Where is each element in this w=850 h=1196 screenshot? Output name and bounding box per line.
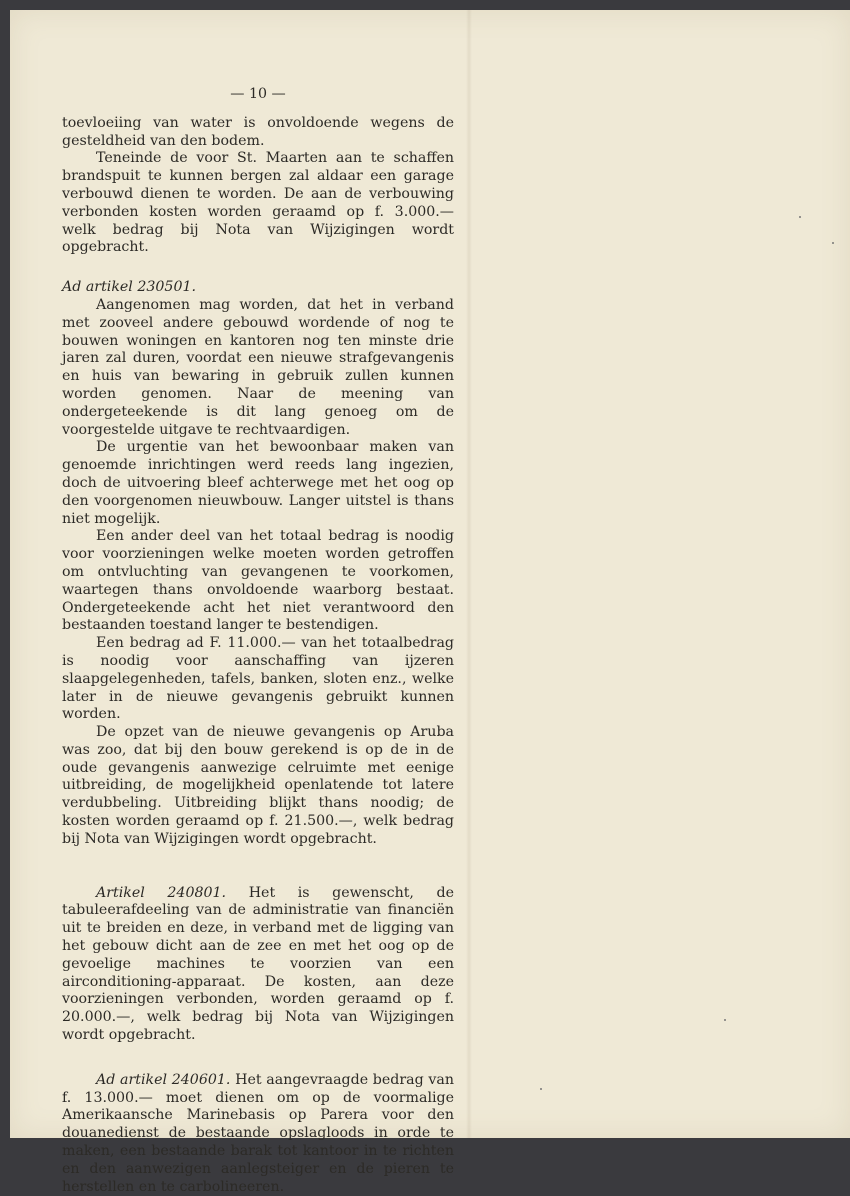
section-artikel-240801 — [62, 885, 454, 1045]
page-number: — 10 — — [230, 86, 286, 102]
paragraph-st-maarten: Teneinde de voor St. Maarten aan te schaffen brandspuit te kunnen bergen zal aldaar een garage verbouwd dienen te worden. De aan de verbouwing verbonden kosten worden geraamd op f. 3.000.— welk bedrag bij Nota van Wijzigingen wordt opgebracht. — [62, 150, 454, 256]
section-heading-240601: Ad artikel 240601. — [96, 1071, 231, 1088]
paragraph-urgentie: De urgentie van het bewoonbaar maken van genoemde inrichtingen werd reeds lang ingezien, doch de uitvoering bleef achterwege met het oog op den voorgenomen nieuwbouw. Langer uitstel is thans niet mogelijk. — [62, 439, 454, 527]
paper-speck — [799, 216, 801, 218]
section-artikel-240601 — [62, 1072, 454, 1196]
paper-speck — [540, 1088, 542, 1090]
paragraph-aangenomen: Aangenomen mag worden, dat het in verband met zooveel andere gebouwd wordende of nog te bouwen woningen en kantoren nog ten minste drie jaren zal duren, voordat een nieuwe strafgevangenis en huis van bewaring in gebruik zullen kunnen worden genomen. Naar de meening van ondergeteekende is dit lang genoeg om de voorgestelde uitgave te rechtvaardigen. — [62, 296, 454, 438]
paragraph-aruba: De opzet van de nieuwe gevangenis op Aruba was zoo, dat bij den bouw gerekend is op de in de oude gevangenis aanwezige celruimte met eenige uitbreiding, de mogelijkheid openlatende tot latere verdubbeling. Uitbreiding blijkt thans noodig; de kosten worden geraamd op f. 21.500.—, welk bedrag bij Nota van Wijzigingen wordt opgebracht. — [62, 724, 454, 847]
paper-speck — [724, 1019, 726, 1021]
paragraph-continuation: toevloeiing van water is onvoldoende wegens de gesteldheid van den bodem. — [62, 114, 454, 149]
section-heading-230501: Ad artikel 230501. — [62, 279, 197, 296]
page-fold-shadow — [466, 10, 472, 1138]
paragraph-ontvluchting: Een ander deel van het totaal bedrag is noodig voor voorzieningen welke moeten worden getroffen om ontvluchting van gevangenen te voorkomen, waartegen thans onvoldoende waarborg bestaat. Ondergeteekende acht het niet verantwoord den bestaanden toestand langer te bestendigen. — [62, 528, 454, 634]
paragraph-bedrag-11000: Een bedrag ad F. 11.000.— van het totaalbedrag is noodig voor aanschaffing van ijzeren slaapgelegenheden, tafels, banken, sloten enz., welke later in de nieuwe gevangenis gebruikt kunnen worden. — [62, 635, 454, 723]
paragraph-tabuleer: Het is gewenscht, de tabuleerafdeeling van de administratie van financiën uit te breiden en deze, in verband met de ligging van het gebouw dicht aan de zee en met het oog op de gevoelige machines te voorzien van een airconditioning-apparaat. De kosten, aan deze voorzieningen verbonden, worden geraamd op f. 20.000.—, welk bedrag bij Nota van Wijzigingen wordt opgebracht. — [62, 884, 454, 1044]
document-page — [10, 10, 850, 1195]
paper-speck — [832, 242, 834, 244]
paragraph-parera: Het aangevraagde bedrag van f. 13.000.— moet dienen om op de voormalige Amerikaansche Marinebasis op Parera voor den douanedienst de bestaande opslagloods in orde te maken, een bestaande barak tot kantoor in te richten en den aanwezigen aanlegsteiger en de pieren te herstellen en te carbolineeren. — [62, 1071, 454, 1195]
text-column — [62, 86, 454, 1196]
section-heading-240801: Artikel 240801. — [96, 884, 227, 901]
